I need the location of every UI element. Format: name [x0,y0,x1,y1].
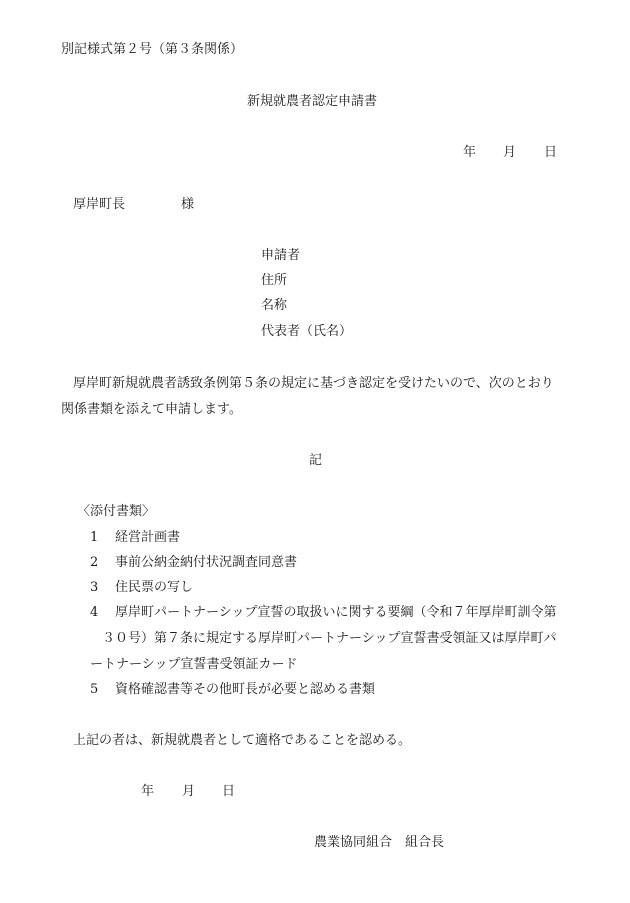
attachment-text: 住民票の写し [115,580,194,595]
attachment-text: 事前公納金納付状況調査同意書 [115,555,298,570]
attachment-text: 経営計画書 [115,530,181,545]
body-line-1: 厚岸町新規就農者誘致条例第５条の規定に基づき認定を受けたいので、次のとおり [73,376,554,391]
attachment-text: 資格確認書等その他町長が必要と認める書類 [115,682,376,697]
attachment-num: 4 [90,605,99,620]
date-top-year: 年 [463,145,477,160]
attachment-num: 5 [90,682,99,697]
attachment-num: 1 [90,530,99,545]
form-label: 別記様式第２号（第３条関係） [61,42,244,57]
addressee-name: 厚岸町長 [73,197,126,212]
ki-heading: 記 [309,453,323,468]
attachment-text-cont-1: ３０号）第７条に規定する厚岸町パートナーシップ宣誓書受領証又は厚岸町パ [102,631,557,646]
applicant-heading: 申請者 [261,248,301,263]
applicant-address-label: 住所 [261,273,288,288]
attachments-heading: 〈添付書類〉 [77,504,156,519]
date-bottom-day: 日 [222,784,236,799]
document-title: 新規就農者認定申請書 [247,94,378,109]
date-top-month: 月 [503,145,517,160]
date-bottom-year: 年 [141,784,155,799]
attachment-num: 3 [90,580,99,595]
applicant-name-label: 名称 [261,298,288,313]
certification-statement: 上記の者は、新規就農者として適格であることを認める。 [73,733,412,748]
attachment-text-cont-2: ートナーシップ宣誓書受領証カード [90,657,298,672]
attachment-text: 厚岸町パートナーシップ宣誓の取扱いに関する要綱（令和７年厚岸町訓令第 [115,605,557,620]
date-bottom-month: 月 [182,784,196,799]
body-line-2: 関係書類を添えて申請します。 [61,402,242,417]
attachment-num: 2 [90,555,99,570]
addressee-honorific: 様 [181,197,195,212]
applicant-representative-label: 代表者（氏名） [261,324,353,339]
date-top-day: 日 [544,145,558,160]
signatory: 農業協同組合 組合長 [314,835,445,850]
